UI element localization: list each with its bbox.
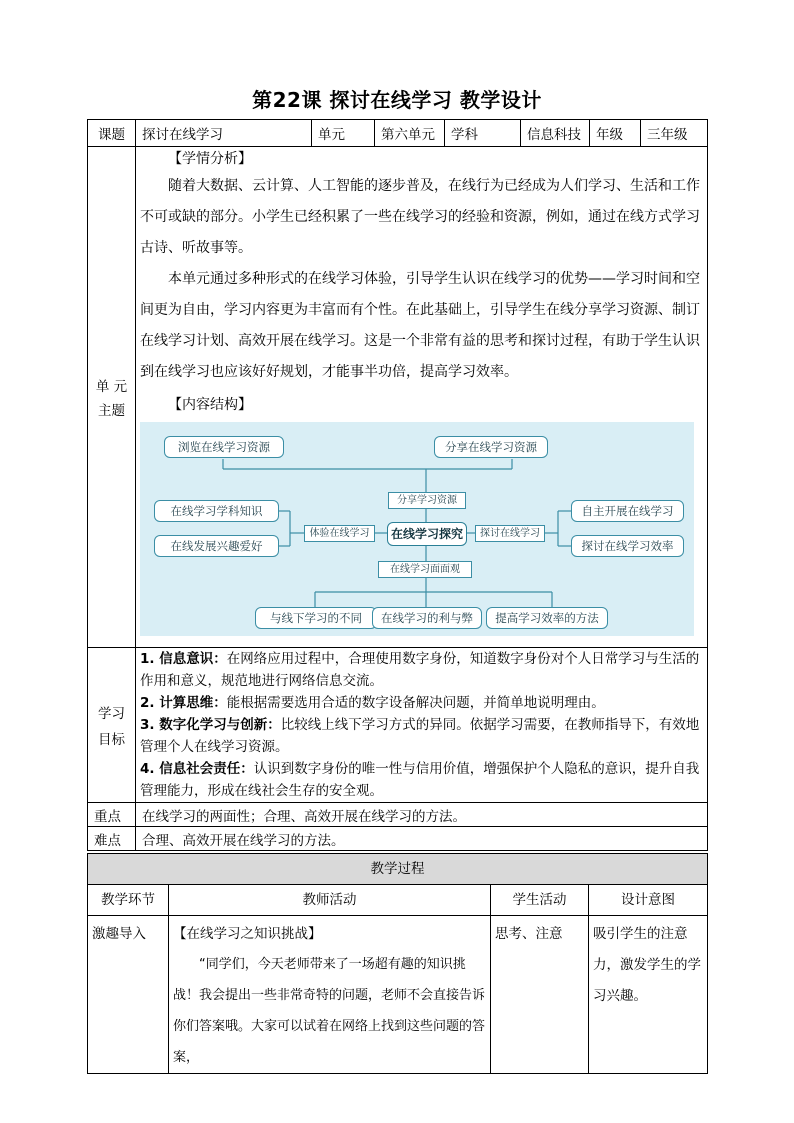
objectives-content [136, 648, 708, 803]
col-teacher: 教师活动 [169, 885, 491, 916]
objective-item [140, 714, 703, 758]
process-column-headers [88, 885, 708, 916]
theme-content [136, 147, 708, 648]
objective-text: 在网络应用过程中，合理使用数字身份，知道数字身份对个人日常学习与生活的作用和意义，规范地进行网络信息交流。 [140, 651, 700, 689]
process-row [88, 916, 708, 1074]
col-intent: 设计意图 [589, 885, 708, 916]
analysis-paragraph-1: 随着大数据、云计算、人工智能的逐步普及，在线行为已经成为人们学习、生活和工作不可或缺的部分。小学生已经积累了一些在线学习的经验和资源，例如，通过在线方式学习古诗、听故事等。 [140, 178, 700, 256]
objective-text: 能根据需要选用合适的数字设备解决问题，并简单地说明理由。 [226, 695, 605, 711]
node-self-directed: 自主开展在线学习 [571, 500, 684, 522]
theme-label [88, 147, 136, 648]
page-title: 第22课 探讨在线学习 教学设计 [252, 88, 542, 112]
objective-text: 认识到数字身份的唯一性与信用价值，增强保护个人隐私的意识，提升自我管理能力，形成在线社会生存的安全观。 [140, 761, 700, 799]
unit-value: 第六单元 [375, 120, 445, 147]
col-stage: 教学环节 [88, 885, 169, 916]
theme-label-line1: 单 元 [95, 379, 128, 395]
difficulty-label: 难点 [88, 827, 136, 851]
analysis-heading: 【学情分析】 [168, 151, 252, 167]
content-structure-diagram [140, 422, 694, 636]
row-student: 思考、注意 [491, 916, 589, 1074]
objective-item [140, 648, 703, 692]
structure-heading: 【内容结构】 [168, 397, 252, 413]
objectives-label [88, 648, 136, 803]
teacher-heading: 【在线学习之知识挑战】 [173, 926, 322, 942]
row-intent: 吸引学生的注意力，激发学生的学习兴趣。 [589, 916, 708, 1074]
row-stage: 激趣导入 [88, 916, 169, 1074]
node-interests: 在线发展兴趣爱好 [154, 535, 279, 557]
node-improve-methods: 提高学习效率的方法 [486, 607, 608, 629]
objective-title: 1. 信息意识： [140, 651, 227, 667]
info-row [88, 120, 708, 147]
node-efficiency: 探讨在线学习效率 [571, 535, 684, 557]
analysis-paragraph-2: 本单元通过多种形式的在线学习体验，引导学生认识在线学习的优势——学习时间和空间更为自由，学习内容更为丰富而有个性。在此基础上，引导学生在线分享学习资源、制订在线学习计划、高效开展在线学习。这是一个非常有益的思考和探讨过程，有助于学生认识到在线学习也应该好好规划，才能事半功倍，提高学习效率。 [140, 271, 700, 380]
node-all-aspects: 在线学习面面观 [378, 561, 472, 578]
node-browse-resources: 浏览在线学习资源 [164, 436, 284, 458]
lesson-value: 探讨在线学习 [136, 120, 312, 147]
node-subject-knowledge: 在线学习学科知识 [154, 500, 279, 522]
theme-label-line2: 主题 [98, 403, 125, 419]
objective-title: 2. 计算思维： [140, 695, 227, 711]
objective-text: 比较线上线下学习方式的异同。依据学习需要，在教师指导下，有效地管理个人在线学习资源。 [140, 717, 700, 755]
subject-label: 学科 [445, 120, 521, 147]
objectives-row [88, 648, 708, 803]
node-core-online-learning: 在线学习探究 [387, 522, 467, 546]
objective-title: 3. 数字化学习与创新： [140, 717, 281, 733]
row-teacher [169, 916, 491, 1074]
key-point-row [88, 803, 708, 827]
node-share-resources: 分享在线学习资源 [434, 436, 548, 458]
lesson-label: 课题 [88, 120, 136, 147]
objectives-label-line1: 学习 [98, 706, 125, 722]
col-student: 学生活动 [491, 885, 589, 916]
lesson-info-table [87, 119, 708, 851]
difficulty-text: 合理、高效开展在线学习的方法。 [136, 827, 708, 851]
node-explore-online: 探讨在线学习 [475, 525, 545, 542]
objective-item [140, 692, 703, 714]
grade-value: 三年级 [641, 120, 708, 147]
node-diff-offline: 与线下学习的不同 [255, 607, 377, 629]
key-point-text: 在线学习的两面性；合理、高效开展在线学习的方法。 [136, 803, 708, 827]
key-point-label: 重点 [88, 803, 136, 827]
grade-label: 年级 [590, 120, 641, 147]
node-pros-cons: 在线学习的利与弊 [372, 607, 482, 629]
objective-item [140, 758, 703, 802]
process-header: 教学过程 [88, 854, 708, 885]
teaching-process-table [87, 853, 708, 1074]
node-experience-online: 体验在线学习 [304, 525, 375, 542]
unit-label: 单元 [312, 120, 375, 147]
node-share-learning: 分享学习资源 [388, 492, 466, 509]
difficulty-row [88, 827, 708, 851]
subject-value: 信息科技 [521, 120, 590, 147]
theme-row [88, 147, 708, 648]
teacher-text: “同学们，今天老师带来了一场超有趣的知识挑战！我会提出一些非常奇特的问题，老师不会直接告诉你们答案哦。大家可以试着在网络上找到这些问题的答案， [173, 957, 486, 1065]
objectives-label-line2: 目标 [98, 732, 125, 748]
objective-title: 4. 信息社会责任： [140, 761, 254, 777]
